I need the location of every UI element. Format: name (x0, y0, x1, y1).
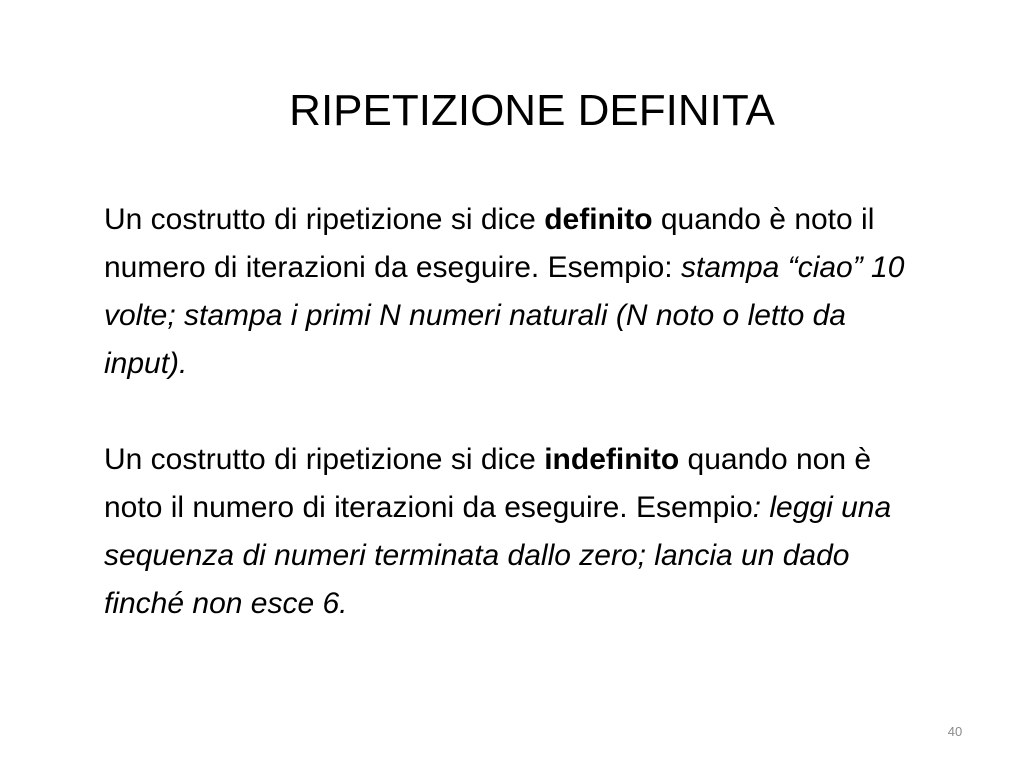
page-number: 40 (947, 724, 963, 739)
slide-title: RIPETIZIONE DEFINITA (289, 86, 775, 135)
paragraph-indefinite (104, 436, 934, 628)
term-definito: definito (544, 203, 653, 236)
term-indefinito: indefinito (544, 443, 680, 476)
example-indefinite: : leggi una sequenza di numeri terminata dallo zero; lancia un dado finché non esce 6. (104, 491, 892, 620)
example-definite: stampa “ciao” 10 volte; stampa i primi N numeri naturali (N noto o letto da input). (104, 251, 905, 380)
paragraph-definite-text-2: quando è noto il numero di iterazioni da eseguire. Esempio: (104, 203, 875, 284)
paragraph-indefinite-text-2: quando non è noto il numero di iterazioni da eseguire. Esempio (104, 443, 872, 524)
paragraph-indefinite-text-1: Un costrutto di ripetizione si dice (104, 443, 545, 476)
paragraph-definite (104, 196, 934, 388)
slide-body (104, 196, 934, 628)
paragraph-definite-text-1: Un costrutto di ripetizione si dice (104, 203, 545, 236)
